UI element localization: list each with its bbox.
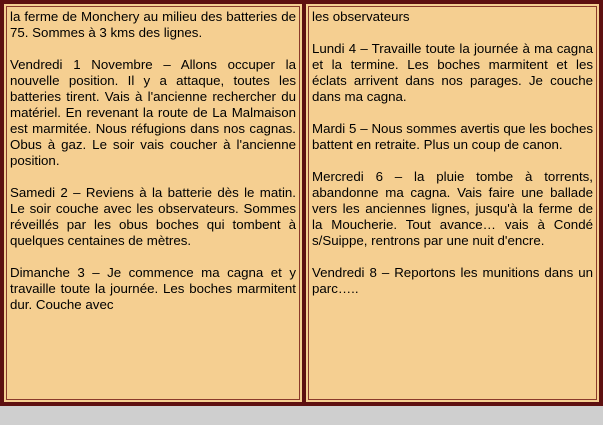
paragraph-monchery: la ferme de Monchery au milieu des batteries de 75. Sommes à 3 kms des lignes.: [10, 9, 296, 40]
left-column: [2, 2, 304, 404]
left-column-text: [6, 6, 300, 400]
paragraph-observateurs: les observateurs: [312, 9, 410, 24]
paragraph-vendredi-8: Vendredi 8 – Reportons les munitions dans un parc…..: [312, 265, 593, 296]
paragraph-vendredi-1: Vendredi 1 Novembre – Allons occuper la nouvelle position. Il y a attaque, toutes les batteries tirent. Vais à l'ancienne rechercher du matériel. En revenant la route de La Malmaison est marmitée. Nous réfugions dans nos cagnas. Obus à gaz. Le soir vais coucher à l'ancienne position.: [10, 57, 296, 168]
right-column-text: [308, 6, 597, 400]
paragraph-mercredi-6: Mercredi 6 – la pluie tombe à torrents, abandonne ma cagna. Vais faire une ballade vers les anciennes lignes, jusqu'à la ferme de la Moucherie. Tout avance… vais à Condé s/Suippe, rentrons par une nuit d'encre.: [312, 169, 593, 248]
paragraph-lundi-4: Lundi 4 – Travaille toute la journée à ma cagna et la termine. Les boches marmitent et les éclats arrivent dans nos parages. Je couche dans ma cagna.: [312, 41, 593, 104]
paragraph-dimanche-3: Dimanche 3 – Je commence ma cagna et y travaille toute la journée. Les boches marmitent dur. Couche avec: [10, 265, 296, 312]
paragraph-mardi-5: Mardi 5 – Nous sommes avertis que les boches battent en retraite. Plus un coup de canon.: [312, 121, 593, 152]
right-column: [304, 2, 601, 404]
paragraph-samedi-2: Samedi 2 – Reviens à la batterie dès le matin. Le soir couche avec les observateurs. Sommes réveillés par les obus boches qui tombent à quelques centaines de mètres.: [10, 185, 296, 248]
